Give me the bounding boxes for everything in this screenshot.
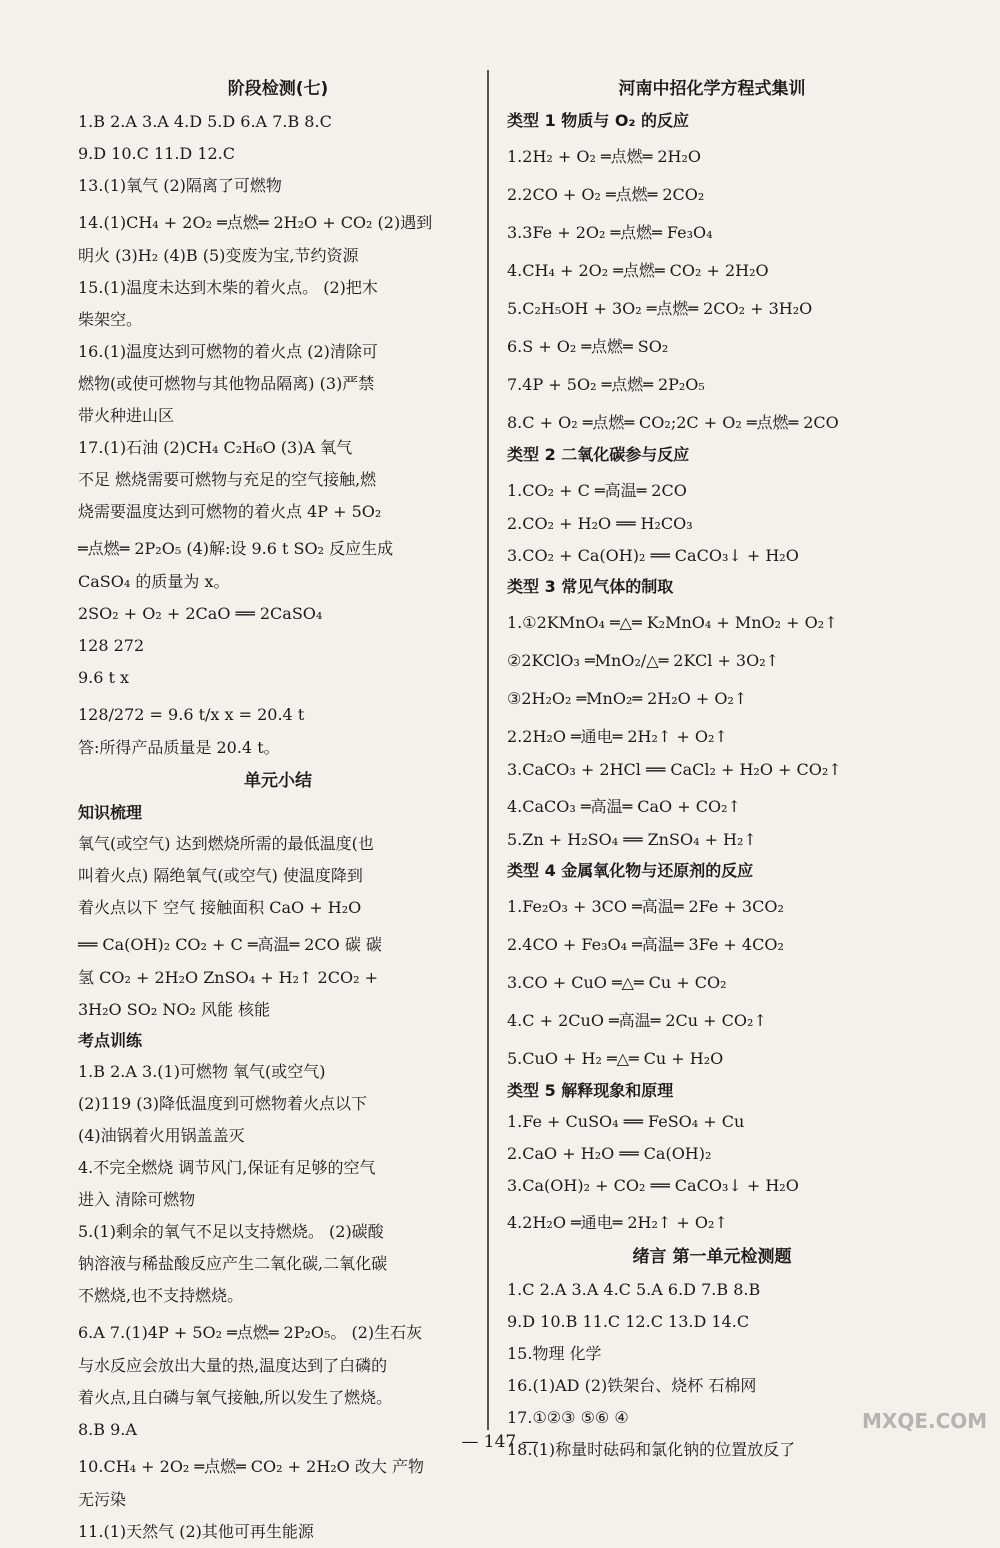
answer-line: 4.不完全燃烧 调节风门,保证有足够的空气 — [78, 1158, 376, 1177]
answer-line: CaSO₄ 的质量为 x。 — [78, 572, 230, 591]
answer-line: 4.2H₂O ═通电═ 2H₂↑ + O₂↑ — [507, 1213, 728, 1232]
answer-line: 6.S + O₂ ═点燃═ SO₂ — [507, 337, 669, 356]
subsection-title: 知识梳理 — [78, 803, 143, 822]
answer-line: 2.2H₂O ═通电═ 2H₂↑ + O₂↑ — [507, 727, 728, 746]
answer-line: 1.B 2.A 3.(1)可燃物 氧气(或空气) — [78, 1062, 326, 1081]
answer-line: ══ Ca(OH)₂ CO₂ + C ═高温═ 2CO 碳 碳 — [78, 935, 382, 954]
answer-line: 3.CaCO₃ + 2HCl ══ CaCl₂ + H₂O + CO₂↑ — [507, 760, 842, 779]
page-number: — 147 — — [461, 1432, 539, 1452]
answer-line: 1.2H₂ + O₂ ═点燃═ 2H₂O — [507, 147, 702, 166]
answer-line: 6.A 7.(1)4P + 5O₂ ═点燃═ 2P₂O₅。 (2)生石灰 — [78, 1323, 423, 1342]
subsection-title: 类型 3 常见气体的制取 — [507, 577, 674, 596]
section-heading: 阶段检测(七) — [227, 79, 329, 99]
answer-line: 16.(1)AD (2)铁架台、烧杯 石棉网 — [507, 1376, 757, 1395]
answer-line: 4.C + 2CuO ═高温═ 2Cu + CO₂↑ — [507, 1011, 767, 1030]
section-heading: 单元小结 — [244, 771, 312, 791]
answer-line: (4)油锅着火用锅盖盖灭 — [78, 1126, 245, 1145]
answer-line: 着火点,且白磷与氧气接触,所以发生了燃烧。 — [78, 1388, 393, 1407]
answer-line: 8.B 9.A — [78, 1420, 137, 1439]
watermark-logo: MXQE.COM — [862, 1409, 988, 1433]
answer-line: ③2H₂O₂ ═MnO₂═ 2H₂O + O₂↑ — [507, 689, 748, 708]
answer-line: 氢 CO₂ + 2H₂O ZnSO₄ + H₂↑ 2CO₂ + — [78, 968, 378, 987]
subsection-title: 类型 2 二氧化碳参与反应 — [507, 445, 690, 464]
answer-line: 2SO₂ + O₂ + 2CaO ══ 2CaSO₄ — [78, 604, 323, 623]
answer-line: 2.2CO + O₂ ═点燃═ 2CO₂ — [507, 185, 705, 204]
answer-line: 1.B 2.A 3.A 4.D 5.D 6.A 7.B 8.C — [78, 112, 332, 131]
answer-line: 叫着火点) 隔绝氧气(或空气) 使温度降到 — [78, 866, 363, 885]
answer-line: 17.①②③ ⑤⑥ ④ — [507, 1408, 629, 1427]
answer-line: 9.6 t x — [78, 668, 130, 687]
answer-line: 1.①2KMnO₄ ═△═ K₂MnO₄ + MnO₂ + O₂↑ — [507, 613, 838, 632]
answer-line: 1.C 2.A 3.A 4.C 5.A 6.D 7.B 8.B — [507, 1280, 761, 1299]
section-heading: 绪言 第一单元检测题 — [632, 1247, 792, 1267]
answer-line: 2.CO₂ + H₂O ══ H₂CO₃ — [507, 514, 693, 533]
answer-line: 11.(1)天然气 (2)其他可再生能源 — [78, 1522, 314, 1541]
answer-line: 1.Fe + CuSO₄ ══ FeSO₄ + Cu — [507, 1112, 745, 1131]
answer-line: 1.CO₂ + C ═高温═ 2CO — [507, 481, 687, 500]
answer-line: 带火种进山区 — [78, 406, 175, 425]
answer-line: 着火点以下 空气 接触面积 CaO + H₂O — [78, 898, 362, 917]
answer-line: 10.CH₄ + 2O₂ ═点燃═ CO₂ + 2H₂O 改大 产物 — [78, 1457, 424, 1476]
section-heading: 河南中招化学方程式集训 — [618, 79, 806, 99]
answer-line: 氧气(或空气) 达到燃烧所需的最低温度(也 — [78, 834, 374, 853]
answer-line: 8.C + O₂ ═点燃═ CO₂;2C + O₂ ═点燃═ 2CO — [507, 413, 839, 432]
answer-line: 9.D 10.C 11.D 12.C — [78, 144, 235, 163]
answer-line: 进入 清除可燃物 — [78, 1190, 196, 1209]
answer-line: 5.CuO + H₂ ═△═ Cu + H₂O — [507, 1049, 724, 1068]
right-column — [507, 72, 917, 1466]
answer-line: 5.C₂H₅OH + 3O₂ ═点燃═ 2CO₂ + 3H₂O — [507, 299, 813, 318]
left-column — [78, 72, 478, 1548]
answer-line: 答:所得产品质量是 20.4 t。 — [78, 738, 280, 757]
answer-line: 烧需要温度达到可燃物的着火点 4P + 5O₂ — [78, 502, 382, 521]
answer-line: 1.Fe₂O₃ + 3CO ═高温═ 2Fe + 3CO₂ — [507, 897, 784, 916]
answer-line: 钠溶液与稀盐酸反应产生二氧化碳,二氧化碳 — [78, 1254, 388, 1273]
answer-line: 2.CaO + H₂O ══ Ca(OH)₂ — [507, 1144, 712, 1163]
answer-line: 15.物理 化学 — [507, 1344, 602, 1363]
answer-line: 128 272 — [78, 636, 145, 655]
answer-line: 4.CH₄ + 2O₂ ═点燃═ CO₂ + 2H₂O — [507, 261, 769, 280]
answer-line: 3H₂O SO₂ NO₂ 风能 核能 — [78, 1000, 271, 1019]
answer-line: 16.(1)温度达到可燃物的着火点 (2)清除可 — [78, 342, 378, 361]
answer-line: 4.CaCO₃ ═高温═ CaO + CO₂↑ — [507, 797, 741, 816]
answer-line: (2)119 (3)降低温度到可燃物着火点以下 — [78, 1094, 367, 1113]
answer-line: 不燃烧,也不支持燃烧。 — [78, 1286, 244, 1305]
answer-line: 3.CO₂ + Ca(OH)₂ ══ CaCO₃↓ + H₂O — [507, 546, 799, 565]
column-divider — [487, 70, 489, 1430]
answer-line: 7.4P + 5O₂ ═点燃═ 2P₂O₅ — [507, 375, 705, 394]
answer-line: 17.(1)石油 (2)CH₄ C₂H₆O (3)A 氧气 — [78, 438, 353, 457]
subsection-title: 类型 1 物质与 O₂ 的反应 — [507, 111, 690, 130]
answer-line: 3.Ca(OH)₂ + CO₂ ══ CaCO₃↓ + H₂O — [507, 1176, 799, 1195]
answer-line: ②2KClO₃ ═MnO₂/△═ 2KCl + 3O₂↑ — [507, 651, 780, 670]
subsection-title: 考点训练 — [78, 1031, 143, 1050]
answer-line: 128/272 = 9.6 t/x x = 20.4 t — [78, 705, 305, 724]
answer-line: 14.(1)CH₄ + 2O₂ ═点燃═ 2H₂O + CO₂ (2)遇到 — [78, 213, 433, 232]
answer-line: 15.(1)温度未达到木柴的着火点。 (2)把木 — [78, 278, 378, 297]
answer-line: 燃物(或使可燃物与其他物品隔离) (3)严禁 — [78, 374, 375, 393]
subsection-title: 类型 4 金属氧化物与还原剂的反应 — [507, 861, 754, 880]
answer-line: 无污染 — [78, 1490, 127, 1509]
answer-line: 3.3Fe + 2O₂ ═点燃═ Fe₃O₄ — [507, 223, 713, 242]
answer-line: 18.(1)称量时砝码和氯化钠的位置放反了 — [507, 1440, 796, 1459]
answer-line: ═点燃═ 2P₂O₅ (4)解:设 9.6 t SO₂ 反应生成 — [78, 539, 394, 558]
answer-line: 2.4CO + Fe₃O₄ ═高温═ 3Fe + 4CO₂ — [507, 935, 784, 954]
answer-line: 5.Zn + H₂SO₄ ══ ZnSO₄ + H₂↑ — [507, 830, 757, 849]
answer-line: 3.CO + CuO ═△═ Cu + CO₂ — [507, 973, 727, 992]
answer-line: 明火 (3)H₂ (4)B (5)变废为宝,节约资源 — [78, 246, 359, 265]
answer-line: 柴架空。 — [78, 310, 143, 329]
answer-line: 9.D 10.B 11.C 12.C 13.D 14.C — [507, 1312, 750, 1331]
subsection-title: 类型 5 解释现象和原理 — [507, 1081, 674, 1100]
answer-line: 不足 燃烧需要可燃物与充足的空气接触,燃 — [78, 470, 377, 489]
answer-line: 5.(1)剩余的氧气不足以支持燃烧。 (2)碳酸 — [78, 1222, 384, 1241]
answer-line: 13.(1)氧气 (2)隔离了可燃物 — [78, 176, 282, 195]
answer-line: 与水反应会放出大量的热,温度达到了白磷的 — [78, 1356, 388, 1375]
